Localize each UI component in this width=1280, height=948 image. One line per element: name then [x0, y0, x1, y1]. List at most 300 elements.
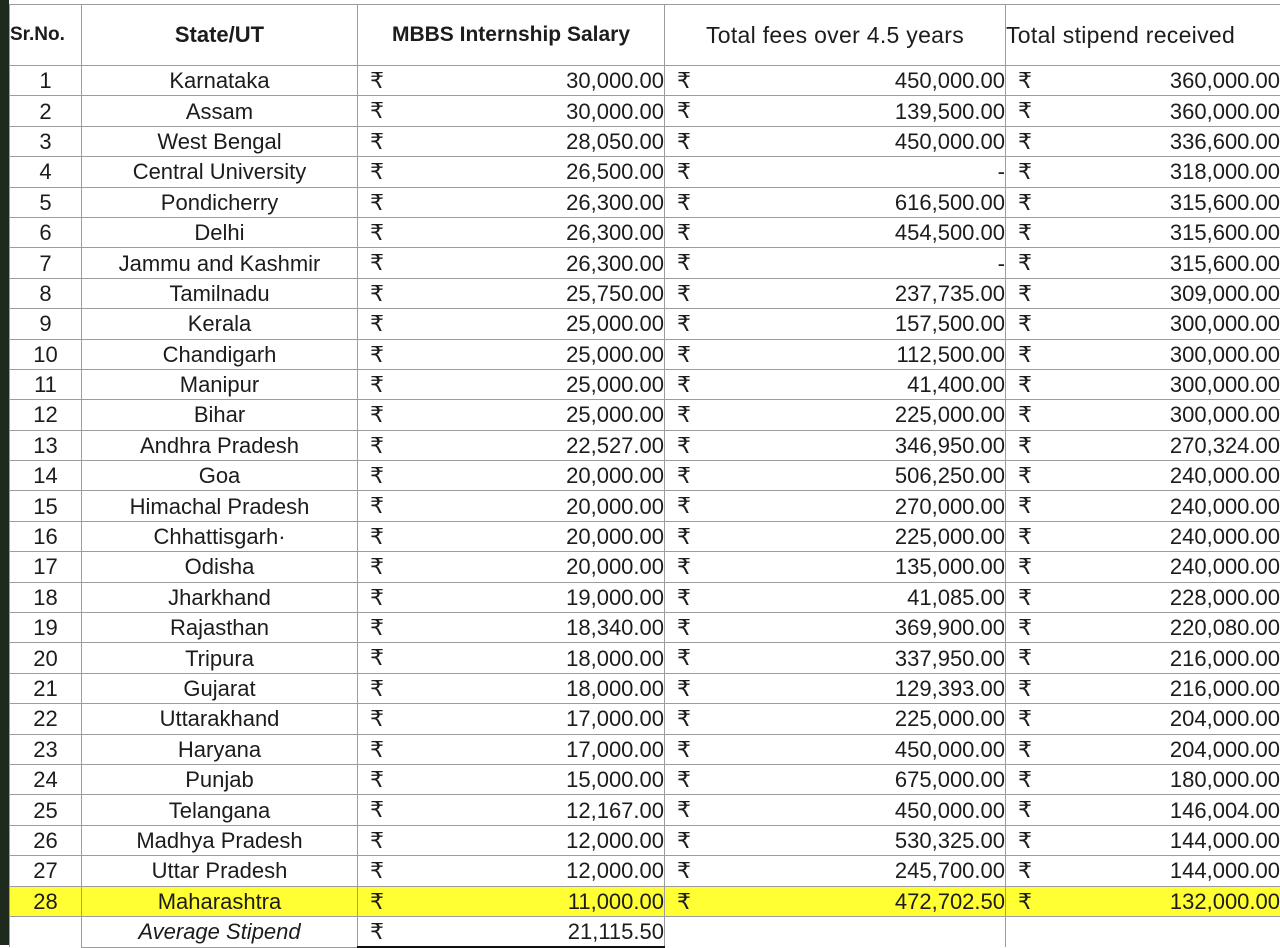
table-row: [10, 126, 1280, 156]
rupee-symbol: ₹: [1018, 370, 1032, 399]
fees-cell[interactable]: [665, 521, 1006, 551]
state-cell[interactable]: Odisha: [82, 552, 358, 582]
table-row: [10, 66, 1280, 96]
srno-cell[interactable]: 23: [10, 734, 82, 764]
state-cell[interactable]: Central University: [82, 157, 358, 187]
rupee-symbol: ₹: [1018, 765, 1032, 794]
salary-cell[interactable]: [358, 187, 665, 217]
stipend-cell[interactable]: [1006, 886, 1280, 916]
state-cell[interactable]: Maharashtra: [82, 886, 358, 916]
salary-cell[interactable]: [358, 734, 665, 764]
srno-cell[interactable]: 6: [10, 217, 82, 247]
rupee-symbol: ₹: [677, 188, 691, 217]
rupee-symbol: ₹: [677, 66, 691, 95]
fees-cell[interactable]: [665, 430, 1006, 460]
rupee-symbol: ₹: [677, 704, 691, 733]
state-cell[interactable]: Delhi: [82, 217, 358, 247]
rupee-symbol: ₹: [677, 887, 691, 916]
stipend-cell[interactable]: [1006, 552, 1280, 582]
stipend-cell[interactable]: [1006, 157, 1280, 187]
salary-cell-value: 19,000.00: [566, 585, 664, 610]
fees-cell[interactable]: [665, 491, 1006, 521]
stipend-cell-value: 240,000.00: [1170, 524, 1280, 549]
fees-cell[interactable]: [665, 582, 1006, 612]
state-cell[interactable]: Rajasthan: [82, 613, 358, 643]
state-cell[interactable]: Jammu and Kashmir: [82, 248, 358, 278]
stipend-cell[interactable]: [1006, 430, 1280, 460]
table-row: [10, 491, 1280, 521]
empty-cell[interactable]: [665, 916, 1006, 947]
fees-cell[interactable]: [665, 613, 1006, 643]
fees-cell[interactable]: [665, 825, 1006, 855]
stipend-cell-value: 144,000.00: [1170, 828, 1280, 853]
srno-cell[interactable]: 24: [10, 764, 82, 794]
rupee-symbol: ₹: [677, 795, 691, 824]
salary-cell[interactable]: [358, 126, 665, 156]
header-stipend[interactable]: Total stipend received: [1006, 5, 1280, 66]
stipend-cell-value: 360,000.00: [1170, 99, 1280, 124]
stipend-cell[interactable]: [1006, 704, 1280, 734]
state-cell[interactable]: Karnataka: [82, 66, 358, 96]
salary-cell-value: 25,750.00: [566, 281, 664, 306]
fees-cell[interactable]: [665, 764, 1006, 794]
srno-cell[interactable]: 8: [10, 278, 82, 308]
fees-cell-value: 450,000.00: [895, 129, 1005, 154]
rupee-symbol: ₹: [677, 279, 691, 308]
salary-cell[interactable]: [358, 309, 665, 339]
table-row: [10, 278, 1280, 308]
salary-cell[interactable]: [358, 66, 665, 96]
srno-cell[interactable]: 11: [10, 369, 82, 399]
rupee-symbol: ₹: [370, 370, 384, 399]
srno-cell[interactable]: 14: [10, 461, 82, 491]
fees-cell[interactable]: [665, 309, 1006, 339]
state-cell[interactable]: Punjab: [82, 764, 358, 794]
fees-cell[interactable]: [665, 96, 1006, 126]
fees-cell[interactable]: [665, 157, 1006, 187]
table-row: [10, 673, 1280, 703]
srno-cell[interactable]: 16: [10, 521, 82, 551]
stipend-cell-value: 318,000.00: [1170, 159, 1280, 184]
stipend-cell[interactable]: [1006, 217, 1280, 247]
table-row: [10, 461, 1280, 491]
state-cell[interactable]: Uttarakhand: [82, 704, 358, 734]
salary-cell[interactable]: [358, 369, 665, 399]
fees-cell-value: 129,393.00: [895, 676, 1005, 701]
stipend-cell-value: 300,000.00: [1170, 402, 1280, 427]
stipend-cell[interactable]: [1006, 278, 1280, 308]
rupee-symbol: ₹: [370, 704, 384, 733]
state-cell[interactable]: Kerala: [82, 309, 358, 339]
srno-cell[interactable]: 17: [10, 552, 82, 582]
stipend-cell[interactable]: [1006, 764, 1280, 794]
srno-cell[interactable]: 26: [10, 825, 82, 855]
salary-cell-value: 12,000.00: [566, 858, 664, 883]
state-cell[interactable]: Goa: [82, 461, 358, 491]
rupee-symbol: ₹: [1018, 887, 1032, 916]
stipend-cell-value: 300,000.00: [1170, 342, 1280, 367]
rupee-symbol: ₹: [370, 613, 384, 642]
srno-cell[interactable]: 5: [10, 187, 82, 217]
rupee-symbol: ₹: [677, 826, 691, 855]
state-cell[interactable]: Tamilnadu: [82, 278, 358, 308]
fees-cell-value: 245,700.00: [895, 858, 1005, 883]
rupee-symbol: ₹: [1018, 491, 1032, 520]
salary-cell[interactable]: [358, 856, 665, 886]
salary-cell[interactable]: [358, 704, 665, 734]
srno-cell[interactable]: 13: [10, 430, 82, 460]
rupee-symbol: ₹: [370, 157, 384, 186]
table-row: [10, 309, 1280, 339]
state-cell[interactable]: Pondicherry: [82, 187, 358, 217]
state-cell[interactable]: Chhattisgarh·: [82, 521, 358, 551]
fees-cell-value: 616,500.00: [895, 190, 1005, 215]
srno-cell[interactable]: 22: [10, 704, 82, 734]
rupee-symbol: ₹: [1018, 66, 1032, 95]
state-cell[interactable]: Uttar Pradesh: [82, 856, 358, 886]
salary-cell[interactable]: [358, 400, 665, 430]
stipend-cell-value: 228,000.00: [1170, 585, 1280, 610]
rupee-symbol: ₹: [1018, 461, 1032, 490]
stipend-cell[interactable]: [1006, 582, 1280, 612]
salary-cell[interactable]: [358, 339, 665, 369]
srno-cell[interactable]: 1: [10, 66, 82, 96]
table-row: [10, 187, 1280, 217]
rupee-symbol: ₹: [1018, 522, 1032, 551]
rupee-symbol: ₹: [677, 765, 691, 794]
salary-cell[interactable]: [358, 430, 665, 460]
salary-cell-value: 26,300.00: [566, 251, 664, 276]
rupee-symbol: ₹: [1018, 309, 1032, 338]
fees-cell[interactable]: [665, 187, 1006, 217]
fees-cell-value: 506,250.00: [895, 463, 1005, 488]
state-cell[interactable]: Madhya Pradesh: [82, 825, 358, 855]
salary-cell[interactable]: [358, 764, 665, 794]
srno-cell[interactable]: 10: [10, 339, 82, 369]
srno-cell[interactable]: 9: [10, 309, 82, 339]
rupee-symbol: ₹: [370, 552, 384, 581]
rupee-symbol: ₹: [1018, 826, 1032, 855]
stipend-cell[interactable]: [1006, 734, 1280, 764]
stipend-cell[interactable]: [1006, 66, 1280, 96]
rupee-symbol: ₹: [370, 491, 384, 520]
stipend-cell[interactable]: [1006, 126, 1280, 156]
fees-cell[interactable]: [665, 673, 1006, 703]
rupee-symbol: ₹: [370, 96, 384, 125]
rupee-symbol: ₹: [677, 400, 691, 429]
srno-cell[interactable]: 2: [10, 96, 82, 126]
salary-cell[interactable]: [358, 157, 665, 187]
salary-cell-value: 20,000.00: [566, 463, 664, 488]
salary-cell[interactable]: [358, 96, 665, 126]
fees-cell-value: 346,950.00: [895, 433, 1005, 458]
salary-cell[interactable]: [358, 673, 665, 703]
rupee-symbol: ₹: [370, 400, 384, 429]
rupee-symbol: ₹: [677, 340, 691, 369]
srno-cell[interactable]: 18: [10, 582, 82, 612]
header-fees[interactable]: Total fees over 4.5 years: [665, 5, 1006, 66]
table-row: [10, 96, 1280, 126]
rupee-symbol: ₹: [1018, 431, 1032, 460]
table-row: [10, 734, 1280, 764]
empty-cell[interactable]: [1006, 916, 1280, 947]
stipend-cell-value: 216,000.00: [1170, 676, 1280, 701]
srno-cell[interactable]: 19: [10, 613, 82, 643]
srno-cell[interactable]: 25: [10, 795, 82, 825]
empty-cell[interactable]: [10, 916, 82, 947]
fees-cell[interactable]: [665, 461, 1006, 491]
rupee-symbol: ₹: [1018, 613, 1032, 642]
salary-cell[interactable]: [358, 795, 665, 825]
salary-cell-value: 26,500.00: [566, 159, 664, 184]
rupee-symbol: ₹: [370, 248, 384, 277]
rupee-symbol: ₹: [370, 279, 384, 308]
rupee-symbol: ₹: [1018, 735, 1032, 764]
stipend-cell[interactable]: [1006, 795, 1280, 825]
fees-cell[interactable]: [665, 66, 1006, 96]
fees-cell-value: 337,950.00: [895, 646, 1005, 671]
rupee-symbol: ₹: [370, 735, 384, 764]
salary-cell[interactable]: [358, 217, 665, 247]
salary-cell-value: 17,000.00: [566, 737, 664, 762]
state-cell[interactable]: Haryana: [82, 734, 358, 764]
rupee-symbol: ₹: [370, 917, 384, 946]
rupee-symbol: ₹: [370, 887, 384, 916]
stipend-cell[interactable]: [1006, 521, 1280, 551]
rupee-symbol: ₹: [677, 157, 691, 186]
srno-cell[interactable]: 12: [10, 400, 82, 430]
rupee-symbol: ₹: [1018, 856, 1032, 885]
state-cell[interactable]: Manipur: [82, 369, 358, 399]
stipend-table: [9, 4, 1280, 948]
average-salary-cell-value: 21,115.50: [568, 919, 664, 944]
rupee-symbol: ₹: [1018, 248, 1032, 277]
state-cell[interactable]: Himachal Pradesh: [82, 491, 358, 521]
salary-cell[interactable]: [358, 278, 665, 308]
rupee-symbol: ₹: [1018, 674, 1032, 703]
salary-cell-value: 15,000.00: [566, 767, 664, 792]
fees-cell[interactable]: [665, 278, 1006, 308]
header-srno[interactable]: Sr.No.: [10, 5, 82, 66]
salary-cell-value: 12,167.00: [566, 798, 664, 823]
rupee-symbol: ₹: [1018, 340, 1032, 369]
stipend-cell[interactable]: [1006, 613, 1280, 643]
rupee-symbol: ₹: [1018, 96, 1032, 125]
state-cell[interactable]: Bihar: [82, 400, 358, 430]
stipend-cell[interactable]: [1006, 491, 1280, 521]
fees-cell-value: 112,500.00: [897, 342, 1005, 367]
rupee-symbol: ₹: [370, 856, 384, 885]
header-salary[interactable]: MBBS Internship Salary: [358, 5, 665, 66]
state-cell[interactable]: Jharkhand: [82, 582, 358, 612]
stipend-cell[interactable]: [1006, 825, 1280, 855]
stipend-cell-value: 146,004.00: [1170, 798, 1280, 823]
table-row: [10, 217, 1280, 247]
table-row: [10, 521, 1280, 551]
stipend-cell-value: 360,000.00: [1170, 68, 1280, 93]
fees-cell-value: 454,500.00: [895, 220, 1005, 245]
salary-cell[interactable]: [358, 552, 665, 582]
salary-cell[interactable]: [358, 613, 665, 643]
salary-cell-value: 25,000.00: [566, 372, 664, 397]
salary-cell-value: 26,300.00: [566, 220, 664, 245]
rupee-symbol: ₹: [677, 431, 691, 460]
state-cell[interactable]: Telangana: [82, 795, 358, 825]
average-salary-cell[interactable]: [358, 916, 665, 947]
stipend-cell-value: 204,000.00: [1170, 706, 1280, 731]
rupee-symbol: ₹: [370, 522, 384, 551]
rupee-symbol: ₹: [370, 218, 384, 247]
fees-cell[interactable]: [665, 339, 1006, 369]
rupee-symbol: ₹: [677, 856, 691, 885]
stipend-cell[interactable]: [1006, 461, 1280, 491]
fees-cell[interactable]: [665, 248, 1006, 278]
fees-cell[interactable]: [665, 886, 1006, 916]
salary-cell-value: 20,000.00: [566, 554, 664, 579]
salary-cell-value: 25,000.00: [566, 342, 664, 367]
fees-cell[interactable]: [665, 217, 1006, 247]
srno-cell[interactable]: 7: [10, 248, 82, 278]
table-row: [10, 764, 1280, 794]
stipend-cell-value: 315,600.00: [1170, 190, 1280, 215]
fees-cell[interactable]: [665, 400, 1006, 430]
table-row: [10, 400, 1280, 430]
stipend-cell[interactable]: [1006, 96, 1280, 126]
table-row: [10, 795, 1280, 825]
fees-cell-value: 675,000.00: [895, 767, 1005, 792]
table-row: [10, 248, 1280, 278]
header-state[interactable]: State/UT: [82, 5, 358, 66]
fees-cell-value: 270,000.00: [895, 494, 1005, 519]
rupee-symbol: ₹: [677, 735, 691, 764]
salary-cell-value: 28,050.00: [566, 129, 664, 154]
rupee-symbol: ₹: [677, 491, 691, 520]
state-cell[interactable]: West Bengal: [82, 126, 358, 156]
rupee-symbol: ₹: [370, 340, 384, 369]
window-edge: [0, 0, 9, 945]
fees-cell-value: 41,085.00: [907, 585, 1005, 610]
average-label[interactable]: Average Stipend: [82, 916, 358, 947]
stipend-cell[interactable]: [1006, 856, 1280, 886]
fees-cell-value: 530,325.00: [895, 828, 1005, 853]
stipend-cell-value: 144,000.00: [1170, 858, 1280, 883]
fees-cell-value: 225,000.00: [895, 524, 1005, 549]
fees-cell-value: 225,000.00: [895, 402, 1005, 427]
rupee-symbol: ₹: [1018, 127, 1032, 156]
salary-cell-value: 18,000.00: [566, 646, 664, 671]
salary-cell[interactable]: [358, 825, 665, 855]
rupee-symbol: ₹: [677, 583, 691, 612]
fees-cell[interactable]: [665, 704, 1006, 734]
table-row: [10, 856, 1280, 886]
salary-cell-value: 12,000.00: [566, 828, 664, 853]
stipend-cell[interactable]: [1006, 339, 1280, 369]
rupee-symbol: ₹: [677, 218, 691, 247]
srno-cell[interactable]: 4: [10, 157, 82, 187]
srno-cell[interactable]: 15: [10, 491, 82, 521]
stipend-cell-value: 270,324.00: [1170, 433, 1280, 458]
rupee-symbol: ₹: [1018, 643, 1032, 672]
fees-cell-value: 225,000.00: [895, 706, 1005, 731]
rupee-symbol: ₹: [677, 613, 691, 642]
rupee-symbol: ₹: [370, 643, 384, 672]
table-row: [10, 643, 1280, 673]
rupee-symbol: ₹: [370, 765, 384, 794]
table-row: [10, 704, 1280, 734]
rupee-symbol: ₹: [370, 188, 384, 217]
rupee-symbol: ₹: [1018, 400, 1032, 429]
rupee-symbol: ₹: [370, 461, 384, 490]
salary-cell[interactable]: [358, 248, 665, 278]
salary-cell[interactable]: [358, 643, 665, 673]
stipend-cell[interactable]: [1006, 309, 1280, 339]
srno-cell[interactable]: 21: [10, 673, 82, 703]
state-cell[interactable]: Andhra Pradesh: [82, 430, 358, 460]
salary-cell[interactable]: [358, 491, 665, 521]
rupee-symbol: ₹: [1018, 583, 1032, 612]
stipend-cell-value: 220,080.00: [1170, 615, 1280, 640]
fees-cell-value: 369,900.00: [895, 615, 1005, 640]
stipend-cell[interactable]: [1006, 369, 1280, 399]
stipend-cell-value: 204,000.00: [1170, 737, 1280, 762]
srno-cell[interactable]: 27: [10, 856, 82, 886]
fees-cell-value: 237,735.00: [895, 281, 1005, 306]
stipend-cell[interactable]: [1006, 400, 1280, 430]
rupee-symbol: ₹: [677, 522, 691, 551]
state-cell[interactable]: Assam: [82, 96, 358, 126]
fees-cell-value: 450,000.00: [895, 798, 1005, 823]
fees-cell-value: 472,702.50: [895, 889, 1005, 914]
stipend-cell-value: 180,000.00: [1170, 767, 1280, 792]
state-cell[interactable]: Tripura: [82, 643, 358, 673]
stipend-cell[interactable]: [1006, 187, 1280, 217]
rupee-symbol: ₹: [1018, 218, 1032, 247]
fees-cell[interactable]: [665, 126, 1006, 156]
stipend-cell-value: 336,600.00: [1170, 129, 1280, 154]
salary-cell[interactable]: [358, 582, 665, 612]
rupee-symbol: ₹: [677, 309, 691, 338]
srno-cell[interactable]: 3: [10, 126, 82, 156]
fees-cell[interactable]: [665, 643, 1006, 673]
salary-cell[interactable]: [358, 886, 665, 916]
table-row: [10, 825, 1280, 855]
srno-cell[interactable]: 20: [10, 643, 82, 673]
srno-cell[interactable]: 28: [10, 886, 82, 916]
rupee-symbol: ₹: [677, 674, 691, 703]
fees-cell[interactable]: [665, 369, 1006, 399]
fees-cell[interactable]: [665, 856, 1006, 886]
rupee-symbol: ₹: [1018, 188, 1032, 217]
stipend-cell[interactable]: [1006, 248, 1280, 278]
stipend-cell[interactable]: [1006, 643, 1280, 673]
stipend-cell-value: 240,000.00: [1170, 494, 1280, 519]
average-row: [10, 916, 1280, 947]
stipend-cell[interactable]: [1006, 673, 1280, 703]
table-row: [10, 552, 1280, 582]
salary-cell-value: 18,000.00: [566, 676, 664, 701]
fees-cell[interactable]: [665, 734, 1006, 764]
state-cell[interactable]: Gujarat: [82, 673, 358, 703]
fees-cell-value: -: [998, 251, 1005, 276]
salary-cell[interactable]: [358, 461, 665, 491]
salary-cell[interactable]: [358, 521, 665, 551]
fees-cell[interactable]: [665, 795, 1006, 825]
state-cell[interactable]: Chandigarh: [82, 339, 358, 369]
rupee-symbol: ₹: [677, 370, 691, 399]
header-row: [10, 5, 1280, 66]
table-row: [10, 886, 1280, 916]
fees-cell[interactable]: [665, 552, 1006, 582]
